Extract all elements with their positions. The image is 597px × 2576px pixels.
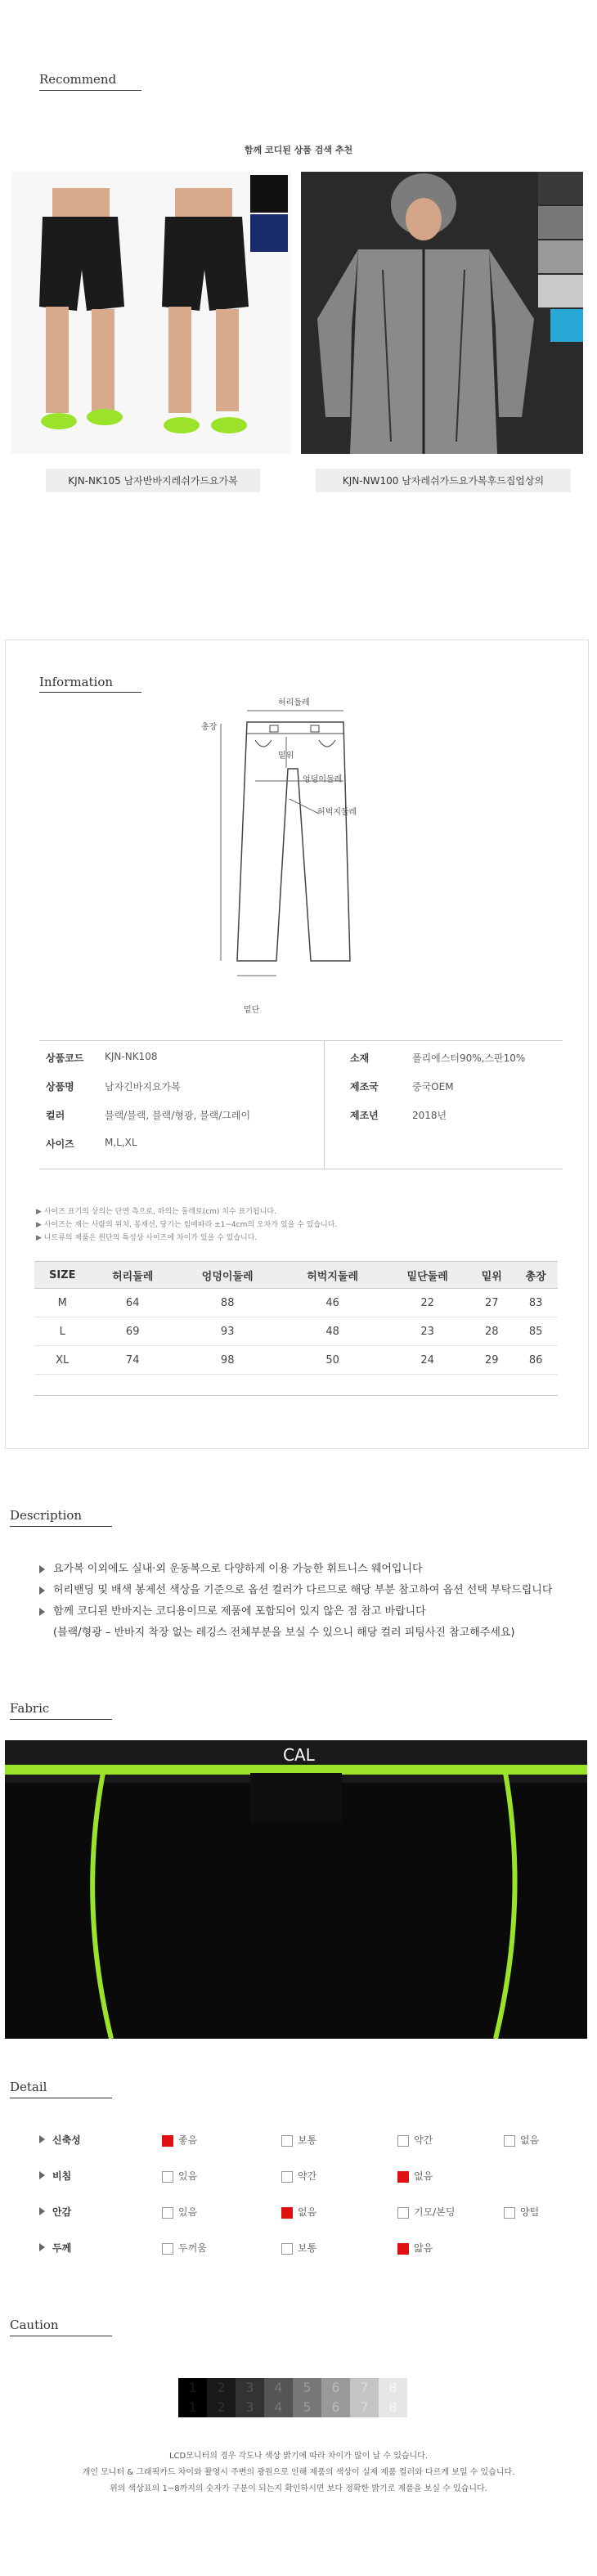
header-waist: 허리둘레 — [90, 1262, 175, 1289]
diagram-length-label: 총장 — [201, 723, 218, 732]
checkbox-checked[interactable] — [281, 2207, 293, 2219]
detail-label: 안감 — [52, 2206, 72, 2218]
cell: 93 — [175, 1317, 280, 1346]
brightness-swatch: 3 3 — [236, 2378, 264, 2417]
detail-row-lining — [39, 2203, 563, 2219]
info-label-code: 상품코드 — [46, 1052, 84, 1064]
diagram-hip-label: 엉덩이둘레 — [303, 775, 343, 784]
info-label-name: 상품명 — [46, 1081, 74, 1093]
description-item: 함께 코디된 반바지는 코디용이므로 제품에 포함되어 있지 않은 점 참고 바랍니다 — [39, 1601, 552, 1622]
detail-row-stretch — [39, 2131, 563, 2147]
fabric-closeup-illustration — [5, 1740, 587, 2039]
info-divider — [324, 1041, 325, 1169]
info-value-color: 블랙/블랙, 블랙/형광, 블랙/그레이 — [105, 1110, 251, 1121]
detail-row-thickness — [39, 2239, 563, 2255]
checkbox-unchecked[interactable] — [162, 2207, 173, 2219]
cell: 50 — [280, 1346, 384, 1375]
size-note: ▶ 사이즈는 재는 사람의 위치, 봉재선, 당기는 힘에따라 ±1~4cm의 오차가 있을 수 있습니다. — [36, 1221, 338, 1229]
detail-option[interactable]: 없음 — [397, 2169, 433, 2183]
cell: 69 — [90, 1317, 175, 1346]
detail-option[interactable]: 있음 — [162, 2169, 197, 2183]
size-table-header — [34, 1262, 558, 1289]
cell: 46 — [280, 1289, 384, 1317]
header-hip: 엉덩이둘레 — [175, 1262, 280, 1289]
hoodie-illustration — [301, 172, 583, 454]
diagram-thigh-label: 허벅지둘레 — [317, 808, 357, 817]
info-value-size: M,L,XL — [105, 1137, 137, 1148]
info-label-color: 컬러 — [46, 1110, 65, 1121]
checkbox-unchecked[interactable] — [162, 2243, 173, 2255]
cell: 29 — [469, 1346, 514, 1375]
brightness-swatch: 6 6 — [321, 2378, 350, 2417]
diagram-waist-label: 허리둘레 — [278, 698, 310, 707]
caution-text — [0, 2448, 597, 2497]
checkbox-unchecked[interactable] — [162, 2171, 173, 2183]
brightness-swatch: 5 5 — [293, 2378, 321, 2417]
detail-option[interactable]: 좋음 — [162, 2133, 197, 2147]
detail-label: 비침 — [52, 2170, 72, 2182]
recommend-subtitle: 함께 코디된 상품 검색 추천 — [244, 145, 353, 155]
recommend-underline — [39, 90, 141, 91]
checkbox-unchecked[interactable] — [397, 2207, 409, 2219]
cell: 28 — [469, 1317, 514, 1346]
description-title: Description — [10, 1508, 83, 1523]
description-list — [39, 1559, 552, 1644]
checkbox-checked[interactable] — [397, 2243, 409, 2255]
info-label-country: 제조국 — [350, 1081, 379, 1093]
information-title: Information — [39, 675, 114, 689]
product2-caption[interactable]: KJN-NW100 남자레쉬가드요가복후드집업상의 — [316, 469, 571, 492]
checkbox-checked[interactable] — [162, 2135, 173, 2147]
fabric-title: Fabric — [10, 1701, 50, 1716]
info-value-code: KJN-NK108 — [105, 1051, 158, 1062]
header-thigh: 허벅지둘레 — [280, 1262, 384, 1289]
triangle-bullet-icon — [39, 2135, 45, 2143]
caution-line: 개인 모니터 & 그래픽카드 차이와 촬영시 주변의 광원으로 인해 제품의 색상이 실제 제품 컬러와 다르게 보일 수 있습니다. — [82, 2468, 515, 2477]
description-item: 요가복 이외에도 실내·외 운동복으로 다양하게 이용 가능한 휘트니스 웨어입니다 — [39, 1559, 552, 1580]
detail-option[interactable]: 보통 — [281, 2241, 316, 2255]
cell: 74 — [90, 1346, 175, 1375]
product1-image[interactable] — [11, 172, 291, 454]
brightness-swatch: 1 1 — [178, 2378, 207, 2417]
checkbox-unchecked[interactable] — [281, 2135, 293, 2147]
size-notes — [36, 1205, 337, 1245]
detail-option[interactable]: 보통 — [281, 2133, 316, 2147]
detail-label: 두께 — [52, 2242, 72, 2254]
product2-image[interactable] — [301, 172, 583, 454]
checkbox-unchecked[interactable] — [504, 2135, 515, 2147]
brightness-swatch: 7 7 — [350, 2378, 379, 2417]
detail-option[interactable]: 약간 — [281, 2169, 316, 2183]
product1-caption[interactable]: KJN-NK105 남자반바지레쉬가드요가복 — [46, 469, 260, 492]
detail-row-transparency — [39, 2167, 563, 2183]
table-bottom-divider — [34, 1395, 558, 1396]
cell: 24 — [385, 1346, 470, 1375]
header-size: SIZE — [34, 1262, 90, 1289]
header-hem: 밑단둘레 — [385, 1262, 470, 1289]
info-value-year: 2018년 — [412, 1110, 447, 1121]
triangle-bullet-icon — [39, 2243, 45, 2251]
cell: 48 — [280, 1317, 384, 1346]
detail-option[interactable]: 얇음 — [397, 2241, 433, 2255]
cell: 86 — [514, 1346, 558, 1375]
size-note: ▶ 니트류의 제품은 원단의 특성상 사이즈에 차이가 있을 수 있습니다. — [36, 1234, 258, 1242]
cell: M — [34, 1289, 90, 1317]
description-underline — [10, 1526, 112, 1527]
triangle-bullet-icon — [39, 1608, 45, 1616]
info-label-material: 소재 — [350, 1052, 370, 1064]
detail-option[interactable]: 두꺼움 — [162, 2241, 207, 2255]
caution-title: Caution — [10, 2318, 59, 2332]
cell: 64 — [90, 1289, 175, 1317]
header-rise: 밑위 — [469, 1262, 514, 1289]
triangle-bullet-icon — [39, 1565, 45, 1573]
brightness-swatch: 8 8 — [379, 2378, 407, 2417]
table-row — [34, 1346, 558, 1375]
cell: XL — [34, 1346, 90, 1375]
description-item: 허리밴딩 및 배색 봉제선 색상을 기준으로 옵션 컬러가 다르므로 해당 부분 참고하여 옵션 선택 부탁드립니다 — [39, 1580, 552, 1601]
brightness-swatch: 4 4 — [264, 2378, 293, 2417]
caution-line: 위의 색상표의 1~8까지의 숫자가 구분이 되는지 확인하시면 보다 정확한 밝기로 제품을 보실 수 있습니다. — [110, 2484, 487, 2493]
diagram-rise-label: 밑위 — [278, 752, 294, 761]
cell: 98 — [175, 1346, 280, 1375]
info-value-country: 중국OEM — [412, 1081, 454, 1093]
info-value-material: 폴리에스터90%,스판10% — [412, 1052, 526, 1064]
info-label-size: 사이즈 — [46, 1138, 74, 1150]
svg-text:CAL: CAL — [283, 1745, 315, 1765]
detail-option[interactable]: 있음 — [162, 2205, 197, 2219]
cell: 22 — [385, 1289, 470, 1317]
brightness-swatch: 2 2 — [207, 2378, 236, 2417]
checkbox-checked[interactable] — [397, 2171, 409, 2183]
checkbox-unchecked[interactable] — [281, 2171, 293, 2183]
description-note: (블랙/형광 – 반바지 착장 없는 레깅스 전체부분을 보실 수 있으니 해당 컬러 피팅사진 참고해주세요) — [53, 1627, 515, 1639]
information-underline — [39, 692, 141, 693]
brightness-scale — [178, 2378, 407, 2417]
table-row — [34, 1289, 558, 1317]
cell: L — [34, 1317, 90, 1346]
table-row — [34, 1317, 558, 1346]
cell: 27 — [469, 1289, 514, 1317]
cell: 83 — [514, 1289, 558, 1317]
caution-line: LCD모니터의 경우 각도나 색상 밝기에 따라 차이가 많이 날 수 있습니다. — [168, 2452, 429, 2461]
checkbox-unchecked[interactable] — [397, 2135, 409, 2147]
cell: 85 — [514, 1317, 558, 1346]
cell: 23 — [385, 1317, 470, 1346]
shorts-illustration — [11, 172, 291, 454]
triangle-bullet-icon — [39, 2171, 45, 2179]
cell: 88 — [175, 1289, 280, 1317]
checkbox-unchecked[interactable] — [504, 2207, 515, 2219]
header-length: 총장 — [514, 1262, 558, 1289]
diagram-hem-label: 밑단 — [244, 1006, 260, 1015]
detail-option[interactable]: 양털 — [504, 2205, 539, 2219]
detail-option[interactable]: 없음 — [281, 2205, 316, 2219]
pants-size-diagram — [196, 691, 409, 1010]
detail-option[interactable]: 기모/본딩 — [397, 2205, 455, 2219]
size-table — [34, 1261, 558, 1375]
detail-option[interactable]: 없음 — [504, 2133, 539, 2147]
detail-label: 신축성 — [52, 2134, 81, 2146]
checkbox-unchecked[interactable] — [281, 2243, 293, 2255]
recommend-title: Recommend — [39, 72, 117, 87]
size-note: ▶ 사이즈 표기의 상의는 단면 측으로, 하의는 둘레로(cm) 치수 표기됩니다. — [36, 1208, 276, 1216]
triangle-bullet-icon — [39, 1586, 45, 1595]
info-value-name: 남자긴바지요가복 — [105, 1081, 181, 1093]
detail-title: Detail — [10, 2080, 47, 2094]
fabric-image — [5, 1740, 587, 2039]
info-label-year: 제조년 — [350, 1110, 379, 1121]
detail-option[interactable]: 약간 — [397, 2133, 433, 2147]
triangle-bullet-icon — [39, 2207, 45, 2215]
fabric-underline — [10, 1719, 112, 1720]
